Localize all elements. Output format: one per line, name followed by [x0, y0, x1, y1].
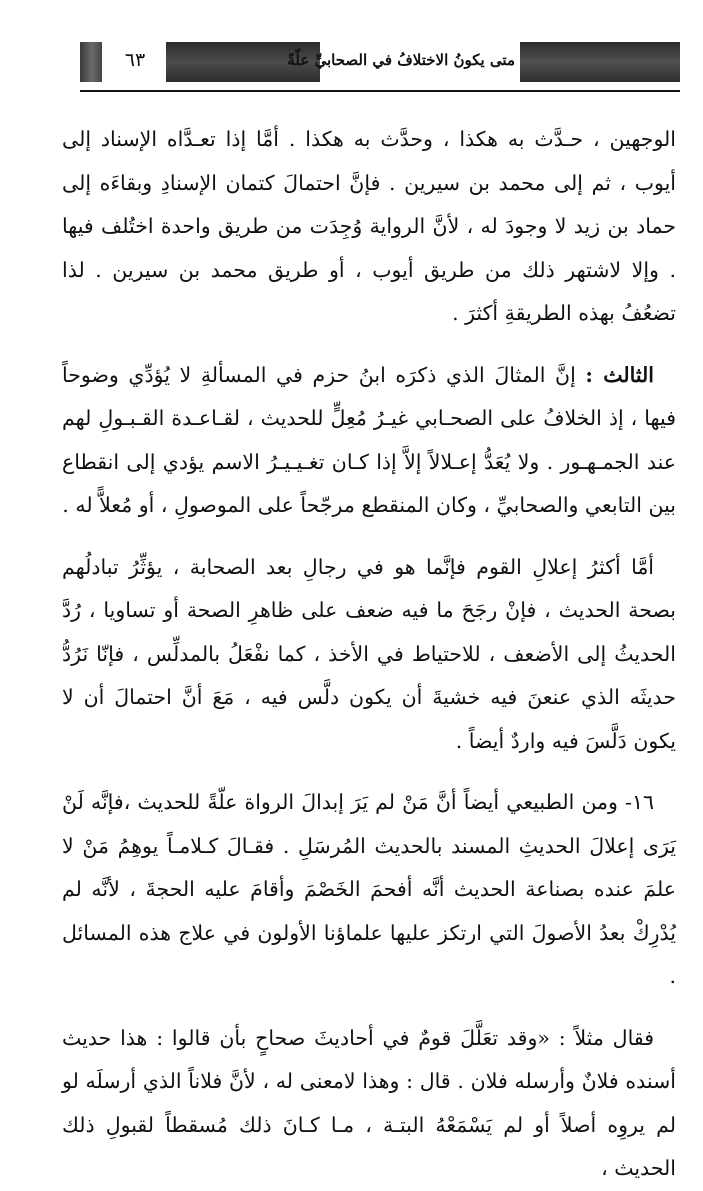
- header-shade-right: [520, 42, 680, 82]
- paragraph-2: [62, 354, 676, 528]
- paragraph-3: أمَّا أكثرُ إعلالِ القوم فإنَّما هو في رجالِ بعد الصحابة ، يؤثِّرُ تبادلُهم بصحة الحديث ، فإنْ رجَحَ ما فيه ضعف على ظاهرِ الصحة أو تساويا ، رُدَّ الحديثُ إلى الأضعف ، للاحتياط في الأخذ ، كما نفْعَلُ بالمدلِّس ، فإنّا نَرُدُّ حديثَه الذي عنعنَ فيه خشيةَ أن يكون دلَّس فيه ، مَعَ أنَّ احتمالَ أن لا يكون دَلَّسَ فيه واردٌ أيضاً .: [62, 554, 676, 753]
- paragraph-2-lead: الثالث :: [585, 362, 654, 387]
- running-header: [80, 38, 680, 96]
- header-rule: [80, 90, 680, 92]
- page-body: [62, 118, 676, 1191]
- paragraph-4: ١٦- ومن الطبيعي أيضاً أنَّ مَنْ لم يَرَ إبدالَ الرواة علّةً للحديث ،فإنَّه لَنْ يَرَى إعلالَ الحديثِ المسند بالحديث المُرسَلِ . فقـالَ كـلامـاً يوهِمُ مَنْ لا علمَ عنده بصناعة الحديث أنَّه أفحمَ الخَصْمَ وأقامَ عليه الحجةَ ، لأنَّه لم يُدْرِكْ بعدُ الأصولَ التي ارتكز عليها علماؤنا الأولون في علاج هذه المسائل .: [62, 790, 676, 988]
- paragraph-5: فقال مثلاً : «وقد تعَلَّلَ قومٌ في أحاديثَ صحاحٍ بأن قالوا : هذا حديث أسنده فلانٌ وأرسله فلان . قال : وهذا لامعنى له ، لأنَّ فلاناً الذي أرسلَه لو لم يروِه أصلاً أو لم يَسْمَعْهُ البتـة ، مـا كـانَ ذلك مُسقطاً لقبولِ ذلك الحديث ،: [62, 1025, 676, 1180]
- page-number: ٦٣: [124, 49, 146, 71]
- paragraph-1: الوجهين ، حـدَّث به هكذا ، وحدَّث به هكذا . أمَّا إذا تعـدَّاه الإسناد إلى أيوب ، ثم إلى محمد بن سيرين . فإنَّ احتمالَ كتمان الإسنادِ وبقاءَه إلى حماد بن زيد لا وجودَ له ، لأنَّ الرواية وُجِدَت من طريق واحدة اختُلف فيها . وإلا لاشتهر ذلك من طريق أيوب ، أو طريق محمد بن سيرين . لذا تضعُفُ بهذه الطريقةِ أكثرَ .: [62, 127, 676, 325]
- paragraph-2-text: إنَّ المثالَ الذي ذكرَه ابنُ حزم في المسألةِ لا يُؤدِّي وضوحاً فيها ، إذ الخلافُ على الصحـابي غيـرُ مُعِلٍّ للحديث ، لقـاعـدة القـبـولِ لهم عند الجمـهـور . ولا يُعَدُّ إعـلالاً إلاَّ إذا كـان تغـيـيـرُ الاسم يؤدي إلى انقطاع بين التابعي والصحابيِّ ، وكان المنقطع مرجّحاً على الموصولِ ، أو مُعلاًّ له .: [62, 362, 676, 517]
- running-title: متى يكونُ الاختلافُ في الصحابيِّ علّةً: [287, 51, 515, 69]
- header-shade-left: [80, 42, 102, 82]
